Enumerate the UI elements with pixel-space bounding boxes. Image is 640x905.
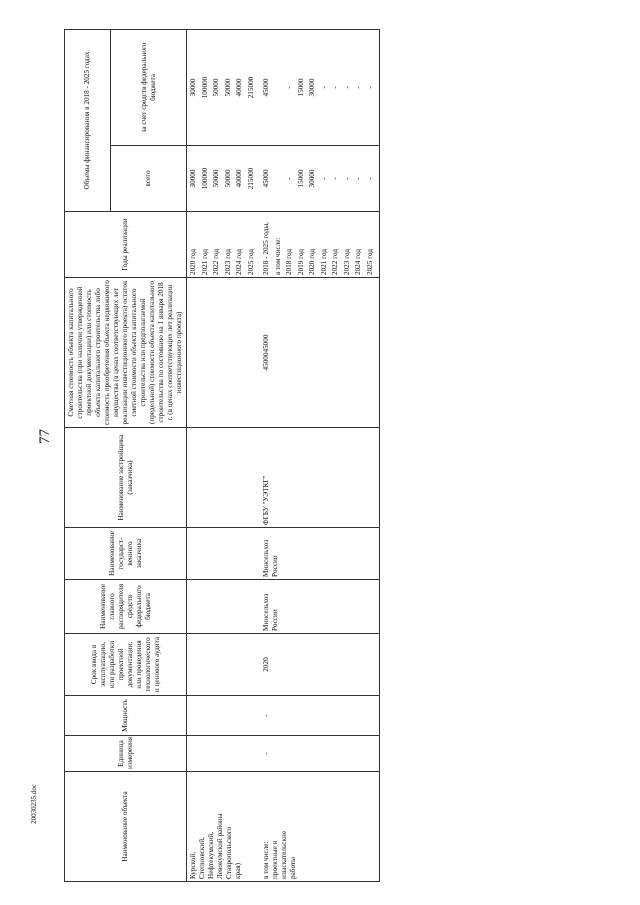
total-value: 45000 [262, 169, 270, 188]
header-deadline: Срок ввода в эксплуатацию, или разработки проектной документации, или проведения технологического и ценового аудита [65, 634, 187, 696]
federal-value: - [342, 86, 351, 89]
federal-value: 40000 [235, 78, 243, 97]
years-cell [187, 212, 261, 278]
year-label: 2020 год [189, 249, 197, 275]
federal-cell [187, 30, 261, 146]
developer-cell: ФГБУ "УЭТКГ" [260, 428, 380, 528]
object-name-cell: Курской, Степновский, Нефтекумский, Левокумский районы Ставропольского края) [187, 772, 261, 882]
year-label: 2024 год [354, 249, 362, 275]
federal-value: 15000 [296, 78, 305, 97]
year-label: 2019 год [296, 249, 305, 275]
total-value: - [331, 177, 339, 180]
header-developer: Наименование застройщика (заказчика) [65, 428, 187, 528]
year-label: 2024 год [235, 249, 243, 275]
total-value: 100000 [200, 167, 209, 190]
deadline-cell: 2020 [260, 634, 380, 696]
header-funding-total: всего [111, 146, 187, 212]
total-value: - [342, 177, 351, 180]
years-cell [260, 212, 380, 278]
header-years: Годы реализации [65, 212, 187, 278]
cost-cell: 4500045000 [260, 278, 380, 428]
investment-table [64, 29, 380, 882]
federal-value: - [365, 86, 374, 89]
total-value: 30000 [189, 169, 197, 188]
year-label: 2022 год [212, 249, 220, 275]
federal-value: - [354, 86, 362, 89]
year-label: 2021 год [319, 249, 328, 275]
year-label: 2020 год [308, 249, 316, 275]
page-number: 77 [37, 429, 53, 444]
total-value: 215000 [246, 167, 255, 190]
year-label: 2025 год [246, 249, 255, 275]
total-value: 30000 [308, 169, 316, 188]
object-name-cell: в том числе: проектные и изыскательские работы [260, 772, 380, 882]
rotated-table-canvas [64, 30, 584, 882]
total-value: 15000 [296, 169, 305, 188]
unit-cell: - [260, 736, 380, 772]
federal-value: 215000 [246, 76, 255, 99]
header-funding-group: Объемы финансирования в 2018 - 2025 годах [65, 30, 111, 212]
header-funding-federal: за счет средств федерального бюджета [111, 30, 187, 146]
total-value: 50000 [223, 169, 232, 188]
year-label: 2022 год [331, 249, 339, 275]
year-label: 2023 год [342, 249, 351, 275]
total-cell [187, 146, 261, 212]
federal-value: - [319, 86, 328, 89]
year-label: в том числе: [273, 237, 282, 275]
year-label: 2018 год [285, 249, 293, 275]
total-value: - [319, 177, 328, 180]
state-customer-cell: Минсельхоз России [260, 528, 380, 580]
capacity-cell: - [260, 696, 380, 736]
federal-value: 30000 [189, 78, 197, 97]
total-value [274, 148, 286, 209]
main-manager-cell: Минсельхоз России [260, 580, 380, 634]
year-label: 2025 год [365, 249, 374, 275]
header-state-customer: Наименование государст- венного заказчика [65, 528, 187, 580]
federal-value: 50000 [223, 78, 232, 97]
header-name: Наименование объекта [65, 772, 187, 882]
header-cost: Сметная стоимость объекта капитального строительства (при наличии утвержденной проектной документации) или стоимость объекта капитального строительства либо стоимость приобретения объекта недвижимого имущества (в ценах соответствующих лет реализации инвестиционного проекта) остаток сметной стоимости объекта капитального строительства или предполагаемой (предельной) стоимости объекта капитального строительства по состоянию на 1 января 2018 г. (в ценах соответствующих лет реализации инвестиционного проекта) [65, 278, 187, 428]
year-label: 2023 год [223, 249, 232, 275]
total-value: - [354, 177, 362, 180]
header-main-manager: Наименование главного распорядителя средств федерального бюджета [65, 580, 187, 634]
federal-value: - [331, 86, 339, 89]
federal-cell [260, 30, 380, 146]
federal-value: 100000 [200, 76, 209, 99]
table-row [260, 30, 380, 882]
total-cell [260, 146, 380, 212]
federal-value: 50000 [212, 78, 220, 97]
document-code: 20030235.doc [29, 784, 38, 824]
federal-value: - [285, 86, 293, 89]
federal-value: 45000 [262, 78, 270, 97]
year-label: 2021 год [200, 249, 209, 275]
header-capacity: Мощность [65, 696, 187, 736]
total-value: 40000 [235, 169, 243, 188]
total-value: - [285, 177, 293, 180]
federal-value [274, 32, 286, 143]
header-unit: Единица измерения [65, 736, 187, 772]
federal-value: 30000 [308, 78, 316, 97]
total-value: 50000 [212, 169, 220, 188]
year-label: 2018 - 2025 годы, [262, 222, 270, 275]
table-row [187, 30, 261, 882]
total-value: - [365, 177, 374, 180]
